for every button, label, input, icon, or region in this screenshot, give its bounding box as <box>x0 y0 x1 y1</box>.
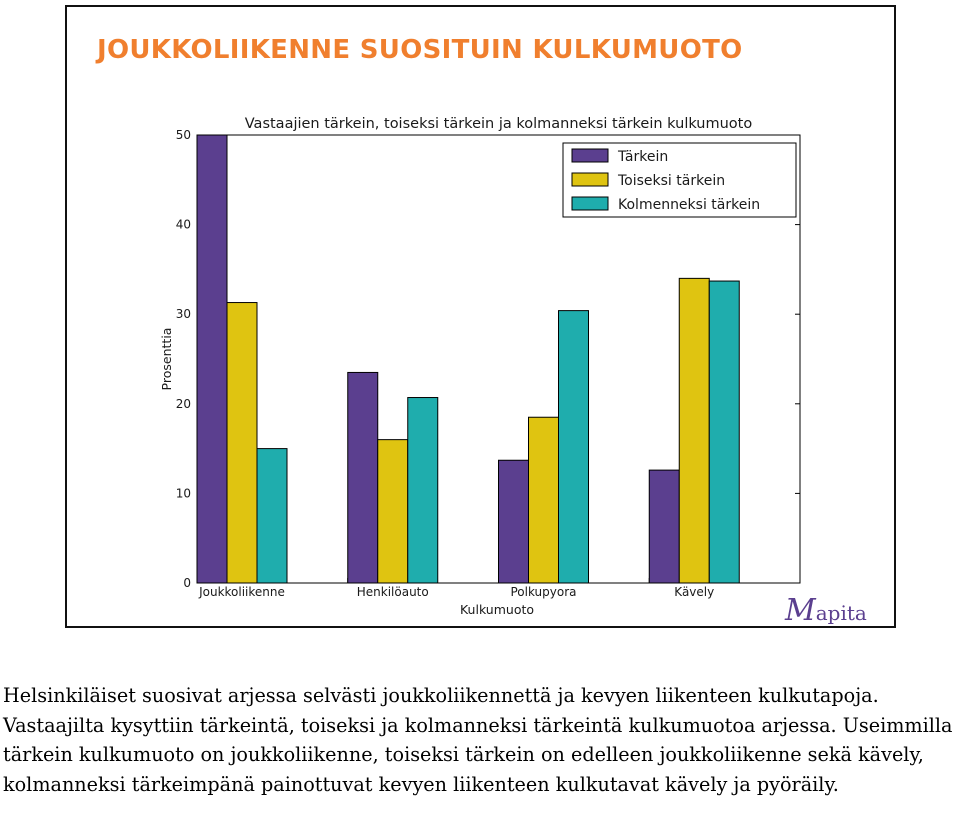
bar <box>197 135 227 583</box>
bar <box>227 303 257 583</box>
legend-swatch <box>572 149 608 162</box>
x-tick-label: Polkupyora <box>510 585 577 599</box>
y-tick-label: 10 <box>175 486 191 501</box>
headline: JOUKKOLIIKENNE SUOSITUIN KULKUMUOTO <box>97 35 743 65</box>
bar <box>378 440 408 583</box>
y-tick-label: 0 <box>183 576 191 590</box>
legend-label: Tärkein <box>618 149 669 165</box>
x-axis-label: Kulkumuoto <box>459 602 535 617</box>
bar <box>408 398 438 583</box>
logo-initial: M <box>785 593 816 628</box>
legend <box>563 143 796 217</box>
bar <box>649 470 679 583</box>
chart-title: Vastaajien tärkein, toiseksi tärkein ja kolmanneksi tärkein kulkumuoto <box>244 116 753 132</box>
y-tick-label: 50 <box>175 128 191 142</box>
legend-swatch <box>572 173 608 186</box>
y-axis-label: Prosenttia <box>159 327 174 391</box>
legend-label: Toiseksi tärkein <box>618 173 726 189</box>
legend-label: Kolmenneksi tärkein <box>618 197 761 213</box>
y-tick-label: 20 <box>175 396 191 411</box>
caption-paragraph: Helsinkiläiset suosivat arjessa selvästi joukkoliikennettä ja kevyen liikenteen kulkutapoja. Vastaajilta kysyttiin tärkeintä, toiseksi ja kolmanneksi tärkeintä kulkumuotoa arjessa. Useimmilla tärkein kulkumuoto on joukkoliikenne, toiseksi tärkein on edelleen joukkoliikenne sekä kävely, kolmanneksi tärkeimpänä painottuvat kevyen liikenteen kulkutavat kävely ja pyöräily. <box>3 684 953 796</box>
x-tick-label: Joukkoliikenne <box>199 585 285 599</box>
bar <box>709 281 739 583</box>
bar <box>679 278 709 583</box>
bar <box>559 311 589 583</box>
y-tick-label: 30 <box>175 307 191 322</box>
bar <box>257 449 287 583</box>
bar <box>529 417 559 583</box>
x-tick-label: Henkilöauto <box>356 585 429 599</box>
legend-swatch <box>572 197 608 210</box>
x-tick-label: Kävely <box>674 585 715 599</box>
bar <box>348 372 378 583</box>
bar <box>499 460 529 583</box>
y-tick-label: 40 <box>175 217 191 232</box>
logo-text: apita <box>815 601 867 625</box>
